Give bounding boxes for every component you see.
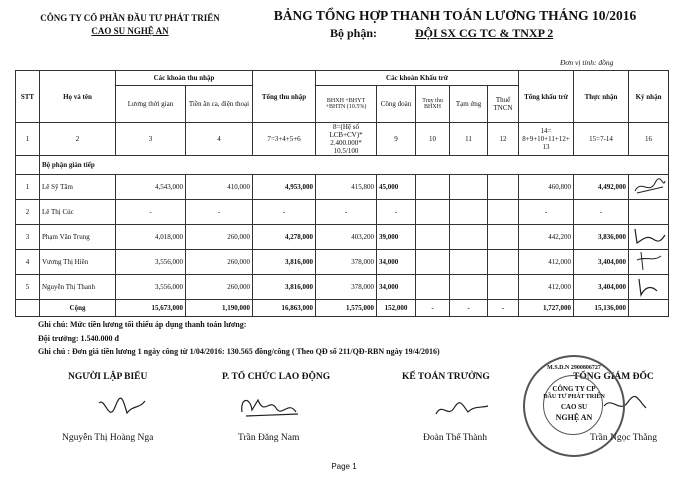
header-advance: Tạm ứng	[450, 86, 488, 123]
signature-chief-accountant	[432, 398, 492, 422]
total-label: Cộng	[40, 300, 116, 317]
total-union: 152,000	[377, 300, 416, 317]
header-union: Công đoàn	[377, 86, 416, 123]
row-total-deduction: -	[519, 200, 574, 225]
header-total-deduction: Tổng khấu trừ	[519, 71, 574, 123]
row-insurance: 378,000	[316, 275, 377, 300]
row-total-deduction: 412,000	[519, 275, 574, 300]
row-total-deduction: 442,200	[519, 225, 574, 250]
index-cell: 16	[629, 123, 669, 156]
company-line-2: CAO SU NGHỆ AN	[91, 26, 169, 36]
row-stt: 5	[16, 275, 40, 300]
sig-title-preparer: NGƯỜI LẬP BIỂU	[68, 372, 148, 382]
total-salary: 15,673,000	[116, 300, 186, 317]
currency-unit: Đơn vị tính: đồng	[560, 58, 614, 67]
row-net-pay: 3,836,000	[574, 225, 629, 250]
row-recover	[416, 250, 450, 275]
row-advance	[450, 225, 488, 250]
header-net-pay: Thực nhận	[574, 71, 629, 123]
row-salary: 4,018,000	[116, 225, 186, 250]
sig-name-preparer: Nguyễn Thị Hoàng Nga	[62, 433, 154, 443]
row-name: Nguyễn Thị Thanh	[40, 275, 116, 300]
signature-scribble	[631, 250, 667, 272]
table-row	[16, 225, 669, 250]
department-value: ĐỘI SX CG TC & TNXP 2	[415, 26, 554, 40]
row-meal: 260,000	[186, 250, 253, 275]
row-salary: 4,543,000	[116, 175, 186, 200]
note-team-leader: Đội trưởng: 1.540.000 đ	[38, 334, 120, 343]
row-total-income: -	[253, 200, 316, 225]
index-cell: 9	[377, 123, 416, 156]
index-cell: 8=(Hệ số LCB+CV)* 2.400.000* 10.5/100	[316, 123, 377, 156]
row-meal: -	[186, 200, 253, 225]
row-stt: 1	[16, 175, 40, 200]
row-total-income: 3,816,000	[253, 250, 316, 275]
row-total-income: 4,278,000	[253, 225, 316, 250]
row-recover	[416, 200, 450, 225]
header-deduction-group: Các khoản Khấu trừ	[316, 71, 519, 86]
document-title: BẢNG TỔNG HỢP THANH TOÁN LƯƠNG THÁNG 10/2016	[273, 8, 637, 23]
index-cell: 11	[450, 123, 488, 156]
row-advance	[450, 175, 488, 200]
total-advance: -	[450, 300, 488, 317]
row-total-deduction: 460,800	[519, 175, 574, 200]
table-row	[16, 175, 669, 200]
header-name: Họ và tên	[40, 71, 116, 123]
table-row	[16, 200, 669, 225]
row-salary: 3,556,000	[116, 250, 186, 275]
row-advance	[450, 200, 488, 225]
row-signature	[629, 275, 669, 300]
table-row	[16, 275, 669, 300]
row-stt: 3	[16, 225, 40, 250]
row-insurance: 415,800	[316, 175, 377, 200]
group-label: Bộ phận gián tiếp	[40, 156, 669, 175]
sig-title-chief-accountant: KẾ TOÁN TRƯỞNG	[402, 372, 490, 382]
row-advance	[450, 275, 488, 300]
seal-line-4: NGHỆ AN	[555, 413, 593, 422]
row-signature	[629, 200, 669, 225]
row-insurance: 378,000	[316, 250, 377, 275]
total-recover: -	[416, 300, 450, 317]
total-meal: 1,190,000	[186, 300, 253, 317]
sig-title-hr: P. TỔ CHỨC LAO ĐỘNG	[222, 372, 331, 382]
row-recover	[416, 275, 450, 300]
row-insurance: -	[316, 200, 377, 225]
index-cell: 14= 8+9+10+11+12+ 13	[519, 123, 574, 156]
page-number: Page 1	[331, 462, 357, 471]
sig-name-chief-accountant: Đoàn Thế Thành	[423, 433, 488, 443]
row-net-pay: -	[574, 200, 629, 225]
total-deduction: 1,727,000	[519, 300, 574, 317]
index-cell: 2	[40, 123, 116, 156]
index-cell: 7=3+4+5+6	[253, 123, 316, 156]
row-signature	[629, 175, 669, 200]
row-name: Lê Thị Cúc	[40, 200, 116, 225]
company-line-1: CÔNG TY CỔ PHẦN ĐẦU TƯ PHÁT TRIỂN	[40, 13, 220, 23]
row-tax	[488, 200, 519, 225]
total-insurance: 1,575,000	[316, 300, 377, 317]
row-meal: 410,000	[186, 175, 253, 200]
row-tax	[488, 275, 519, 300]
payroll-table	[15, 70, 669, 317]
seal-ring-text: M.S.D.N 2900806727	[547, 365, 601, 371]
row-union: -	[377, 200, 416, 225]
department-label: Bộ phận:	[330, 26, 378, 40]
row-net-pay: 3,404,000	[574, 250, 629, 275]
total-income: 16,863,000	[253, 300, 316, 317]
header-salary: Lương thời gian	[116, 86, 186, 123]
total-net-pay: 15,136,000	[574, 300, 629, 317]
table-row	[16, 250, 669, 275]
row-union: 45,000	[377, 175, 416, 200]
row-union: 34,000	[377, 250, 416, 275]
header-stt: STT	[16, 71, 40, 123]
header-income-group: Các khoản thu nhập	[116, 71, 253, 86]
row-meal: 260,000	[186, 225, 253, 250]
row-name: Vương Thị Hiền	[40, 250, 116, 275]
row-total-income: 3,816,000	[253, 275, 316, 300]
row-recover	[416, 175, 450, 200]
row-tax	[488, 225, 519, 250]
row-signature	[629, 250, 669, 275]
row-union: 39,000	[377, 225, 416, 250]
row-meal: 260,000	[186, 275, 253, 300]
row-name: Phạm Văn Trung	[40, 225, 116, 250]
header-meal-phone: Tiền ăn ca, điện thoại	[186, 86, 253, 123]
row-salary: 3,556,000	[116, 275, 186, 300]
sig-name-ceo: Trần Ngọc Thắng	[590, 433, 658, 443]
row-total-income: 4,953,000	[253, 175, 316, 200]
index-cell: 1	[16, 123, 40, 156]
company-name	[30, 12, 230, 38]
seal-line-2: ĐẦU TƯ PHÁT TRIỂN	[543, 394, 605, 400]
header-total-income: Tổng thu nhập	[253, 71, 316, 123]
index-cell: 3	[116, 123, 186, 156]
row-net-pay: 3,404,000	[574, 275, 629, 300]
row-stt: 4	[16, 250, 40, 275]
header-insurance: BHXH +BHYT +BHTN (10.5%)	[316, 86, 377, 123]
signature-scribble	[631, 275, 667, 297]
row-net-pay: 4,492,000	[574, 175, 629, 200]
seal-line-1: CÔNG TY CP	[552, 385, 596, 393]
header-recover: Truy thu BHXH	[416, 86, 450, 123]
row-name: Lê Sỹ Tâm	[40, 175, 116, 200]
signature-hr	[236, 392, 306, 424]
row-salary: -	[116, 200, 186, 225]
seal-line-3: CAO SU	[560, 403, 588, 411]
total-tax: -	[488, 300, 519, 317]
index-cell: 12	[488, 123, 519, 156]
index-cell: 4	[186, 123, 253, 156]
row-total-deduction: 412,000	[519, 250, 574, 275]
row-advance	[450, 250, 488, 275]
sig-title-ceo: TỔNG GIÁM ĐỐC	[573, 372, 654, 382]
row-stt: 2	[16, 200, 40, 225]
index-cell: 15=7-14	[574, 123, 629, 156]
signature-scribble	[631, 175, 667, 197]
signature-scribble	[631, 225, 667, 247]
sig-name-hr: Trần Đăng Nam	[238, 433, 300, 443]
row-insurance: 403,200	[316, 225, 377, 250]
row-tax	[488, 175, 519, 200]
row-recover	[416, 225, 450, 250]
signature-preparer	[95, 395, 155, 425]
index-cell: 10	[416, 123, 450, 156]
total-row	[16, 300, 669, 317]
note-daily-rate: Ghi chú : Đơn giá tiền lương 1 ngày công từ 1/04/2016: 130.565 đồng/công ( Theo QĐ số 211/QĐ-RBN ngày 19/4/2016)	[38, 347, 440, 356]
header-signature: Ký nhận	[629, 71, 669, 123]
row-union: 34,000	[377, 275, 416, 300]
header-tax: Thuế TNCN	[488, 86, 519, 123]
row-signature	[629, 225, 669, 250]
row-tax	[488, 250, 519, 275]
note-min-wage: Ghi chú: Mức tiền lương tối thiểu áp dụng thanh toán lương:	[38, 320, 247, 329]
